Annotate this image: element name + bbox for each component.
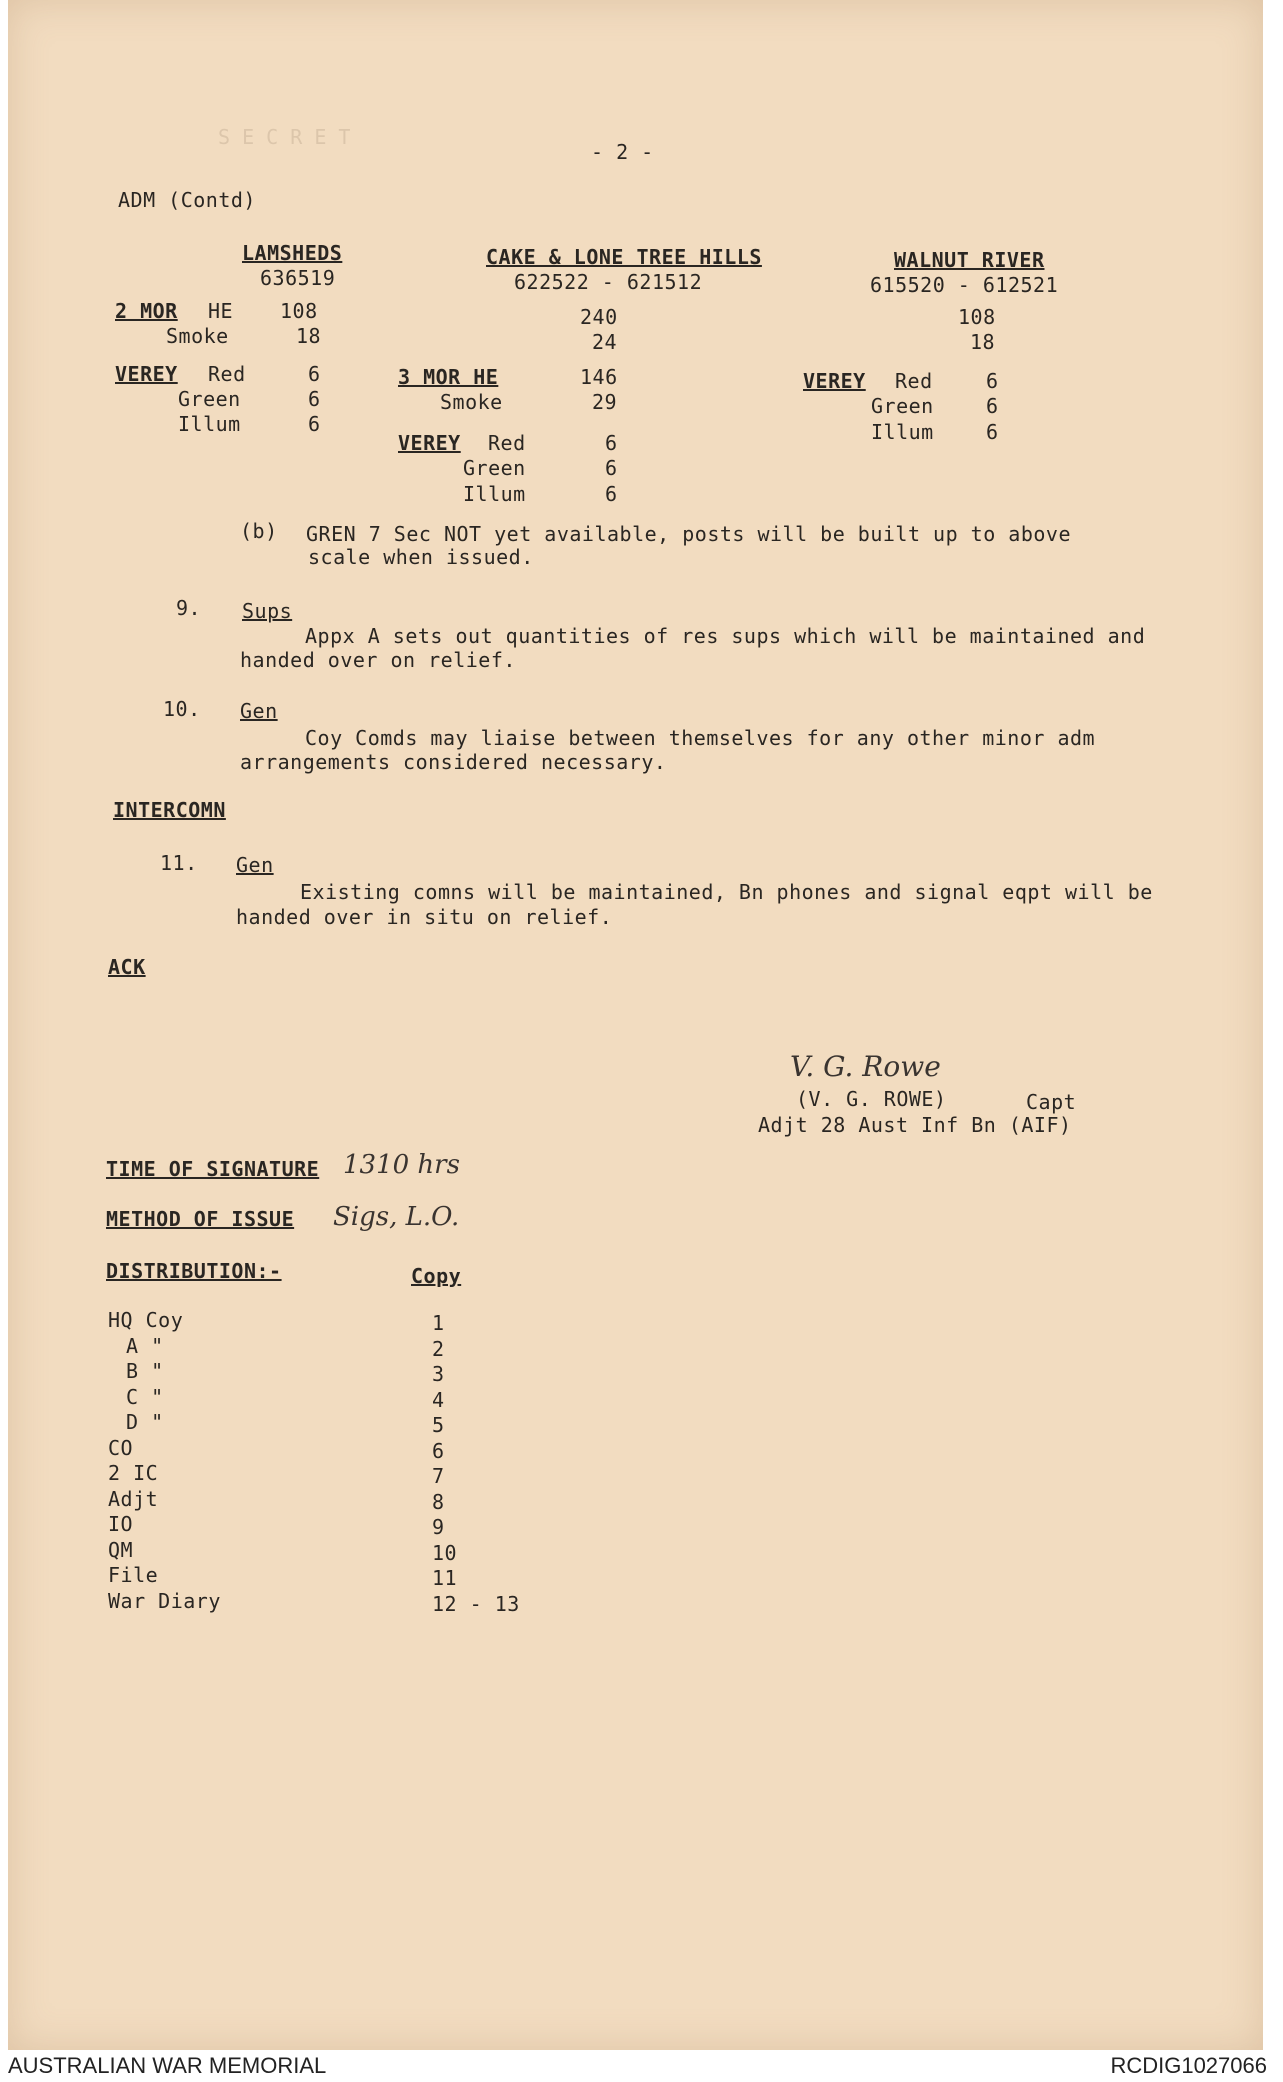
distribution-recipient: 2 IC xyxy=(108,1461,159,1485)
cake-smoke-label: Smoke xyxy=(440,390,503,414)
cake-mor-value: 146 xyxy=(580,365,618,389)
distribution-copy-number: 4 xyxy=(432,1388,445,1412)
footer-archive-name: AUSTRALIAN WAR MEMORIAL xyxy=(8,2053,327,2078)
para-11-number: 11. xyxy=(160,851,198,875)
para-10-line-2: arrangements considered necessary. xyxy=(240,750,667,774)
walnut-verey-label: VEREY xyxy=(803,369,866,393)
cake-green-value: 6 xyxy=(605,456,618,480)
distribution-recipient: QM xyxy=(108,1538,134,1562)
intercomn-heading: INTERCOMN xyxy=(113,798,226,822)
para-10-number: 10. xyxy=(163,697,201,721)
distribution-copy-number: 12 - 13 xyxy=(432,1592,520,1616)
para-9-title: Sups xyxy=(242,599,293,623)
distribution-recipient: C " xyxy=(126,1385,164,1409)
method-of-issue-label: METHOD OF ISSUE xyxy=(106,1207,295,1231)
lamsheds-verey-label: VEREY xyxy=(115,362,178,386)
distribution-copy-number: 3 xyxy=(432,1362,445,1386)
time-of-signature-value: 1310 hrs xyxy=(343,1150,460,1180)
para-9-line-1: Appx A sets out quantities of res sups which will be maintained and xyxy=(305,624,1146,648)
lamsheds-red-label: Red xyxy=(208,362,246,386)
cake-value-1: 240 xyxy=(580,305,618,329)
distribution-recipient: HQ Coy xyxy=(108,1308,184,1332)
lamsheds-illum-value: 6 xyxy=(308,412,321,436)
distribution-copy-number: 8 xyxy=(432,1490,445,1514)
distribution-recipient: File xyxy=(108,1563,159,1587)
cake-illum-value: 6 xyxy=(605,482,618,506)
lamsheds-mor-label: 2 MOR xyxy=(115,299,178,323)
adm-heading: ADM (Contd) xyxy=(118,188,256,212)
distribution-copy-number: 6 xyxy=(432,1439,445,1463)
lamsheds-smoke-label: Smoke xyxy=(166,324,229,348)
walnut-green-label: Green xyxy=(871,394,934,418)
para-10-title: Gen xyxy=(240,699,278,723)
page-number: - 2 - xyxy=(591,140,654,164)
para-b-line-1: GREN 7 Sec NOT yet available, posts will be built up to above xyxy=(306,522,1072,546)
distribution-recipient: IO xyxy=(108,1512,134,1536)
lamsheds-green-value: 6 xyxy=(308,387,321,411)
col-header-cake: CAKE & LONE TREE HILLS xyxy=(486,245,762,269)
document-page xyxy=(8,0,1263,2050)
distribution-recipient: D " xyxy=(126,1410,164,1434)
col-ref-lamsheds: 636519 xyxy=(260,266,336,290)
distribution-recipient: Adjt xyxy=(108,1487,159,1511)
time-of-signature-label: TIME OF SIGNATURE xyxy=(106,1157,320,1181)
copy-column-header: Copy xyxy=(411,1264,462,1288)
para-b-line-2: scale when issued. xyxy=(308,545,534,569)
lamsheds-illum-label: Illum xyxy=(178,412,241,436)
cake-verey-label: VEREY xyxy=(398,431,461,455)
cake-illum-label: Illum xyxy=(463,482,526,506)
cake-value-2: 24 xyxy=(592,330,618,354)
walnut-illum-value: 6 xyxy=(986,420,999,444)
walnut-value-2: 18 xyxy=(970,330,996,354)
lamsheds-green-label: Green xyxy=(178,387,241,411)
distribution-copy-number: 1 xyxy=(432,1311,445,1335)
col-header-walnut: WALNUT RIVER xyxy=(894,248,1045,272)
distribution-copy-number: 2 xyxy=(432,1337,445,1361)
para-b-label: (b) xyxy=(240,519,278,543)
lamsheds-red-value: 6 xyxy=(308,362,321,386)
distribution-copy-number: 7 xyxy=(432,1464,445,1488)
bleed-through-text: S E C R E T xyxy=(218,125,351,149)
para-9-line-2: handed over on relief. xyxy=(240,648,516,672)
distribution-recipient: CO xyxy=(108,1436,134,1460)
para-9-number: 9. xyxy=(176,596,202,620)
method-of-issue-value: Sigs, L.O. xyxy=(333,1202,460,1232)
distribution-copy-number: 5 xyxy=(432,1413,445,1437)
ack-label: ACK xyxy=(108,955,146,979)
para-11-line-1: Existing comns will be maintained, Bn phones and signal eqpt will be xyxy=(300,880,1153,904)
cake-red-label: Red xyxy=(488,431,526,455)
para-10-line-1: Coy Comds may liaise between themselves for any other minor adm xyxy=(305,726,1096,750)
walnut-illum-label: Illum xyxy=(871,420,934,444)
col-ref-walnut: 615520 - 612521 xyxy=(870,273,1059,297)
footer-catalogue-id: RCDIG1027066 xyxy=(1110,2053,1267,2078)
distribution-label: DISTRIBUTION:- xyxy=(106,1259,282,1283)
distribution-copy-number: 10 xyxy=(432,1541,458,1565)
col-header-lamsheds: LAMSHEDS xyxy=(242,241,343,265)
signatory-name: (V. G. ROWE) xyxy=(796,1087,947,1111)
handwritten-signature: V. G. Rowe xyxy=(790,1050,941,1083)
signatory-rank: Capt xyxy=(1026,1090,1077,1114)
lamsheds-he-value: 108 xyxy=(280,299,318,323)
walnut-red-label: Red xyxy=(895,369,933,393)
walnut-green-value: 6 xyxy=(986,394,999,418)
para-11-line-2: handed over in situ on relief. xyxy=(236,905,613,929)
lamsheds-mor-he: HE xyxy=(208,299,234,323)
distribution-recipient: War Diary xyxy=(108,1589,221,1613)
distribution-copy-number: 9 xyxy=(432,1515,445,1539)
distribution-recipient: B " xyxy=(126,1359,164,1383)
cake-red-value: 6 xyxy=(605,431,618,455)
distribution-copy-number: 11 xyxy=(432,1566,458,1590)
distribution-recipient: A " xyxy=(126,1334,164,1358)
walnut-red-value: 6 xyxy=(986,369,999,393)
para-11-title: Gen xyxy=(236,853,274,877)
cake-smoke-value: 29 xyxy=(592,390,618,414)
cake-green-label: Green xyxy=(463,456,526,480)
walnut-value-1: 108 xyxy=(958,305,996,329)
lamsheds-smoke-value: 18 xyxy=(296,324,322,348)
col-ref-cake: 622522 - 621512 xyxy=(514,270,703,294)
signatory-appointment: Adjt 28 Aust Inf Bn (AIF) xyxy=(758,1113,1072,1137)
cake-mor-label: 3 MOR HE xyxy=(398,365,499,389)
